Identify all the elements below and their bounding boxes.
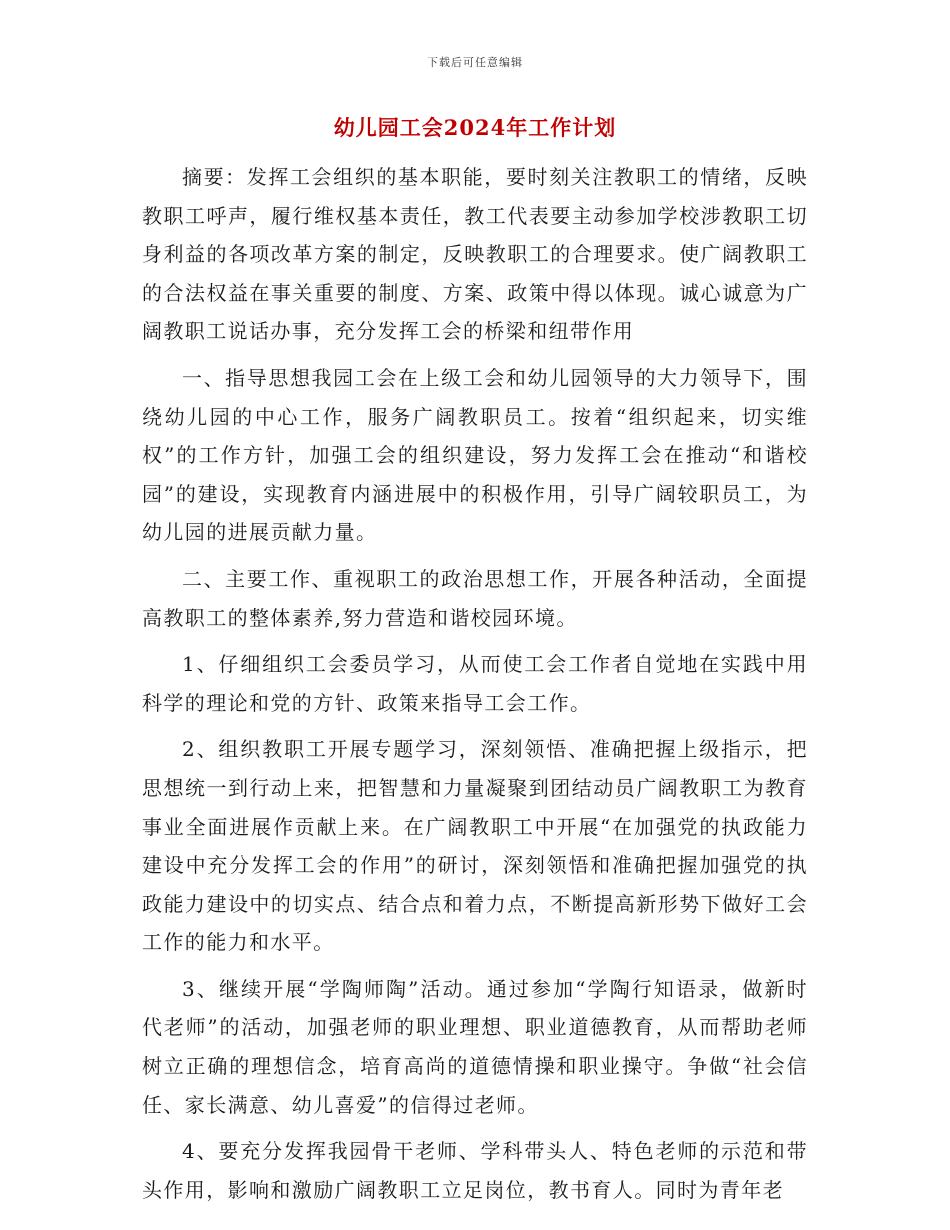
document-title: 幼儿园工会2024年工作计划: [333, 115, 617, 140]
paragraph-summary: 摘要：发挥工会组织的基本职能，要时刻关注教职工的情绪，反映教职工呼声，履行维权基本责任，教工代表要主动参加学校涉教职工切身利益的各项改革方案的制定，反映教职工的合理要求。使广阔教职工的合法权益在事关重要的制度、方案、政策中得以体现。诚心诚意为广阔教职工说话办事，充分发挥工会的桥梁和纽带作用: [142, 165, 808, 344]
paragraph-item-3: 3、继续开展“学陶师陶”活动。通过参加“学陶行知语录，做新时代老师”的活动，加强老师的职业理想、职业道德教育，从而帮助老师树立正确的理想信念，培育高尚的道德情操和职业操守。争做“社会信任、家长满意、幼儿喜爱”的信得过老师。: [142, 976, 808, 1117]
paragraph-guiding-ideology: 一、指导思想我园工会在上级工会和幼儿园领导的大力领导下，围绕幼儿园的中心工作，服务广阔教职员工。按着“组织起来，切实维权”的工作方针，加强工会的组织建设，努力发挥工会在推动“和谐校园”的建设，实现教育内涵进展中的积极作用，引导广阔较职员工，为幼儿园的进展贡献力量。: [142, 365, 808, 545]
paragraph-main-work: 二、主要工作、重视职工的政治思想工作，开展各种活动，全面提高教职工的整体素养,努力营造和谐校园环境。: [142, 566, 808, 630]
paragraph-item-2: 2、组织教职工开展专题学习，深刻领悟、准确把握上级指示，把思想统一到行动上来，把智慧和力量凝聚到团结动员广阔教职工为教育事业全面进展作贡献上来。在广阔教职工中开展“在加强党的执政能力建设中充分发挥工会的作用”的研讨，深刻领悟和准确把握加强党的执政能力建设中的切实点、结合点和着力点，不断提高新形势下做好工会工作的能力和水平。: [142, 737, 808, 955]
paragraph-item-4: 4、要充分发挥我园骨干老师、学科带头人、特色老师的示范和带头作用，影响和激励广阔教职工立足岗位，教书育人。同时为青年老: [142, 1139, 808, 1202]
document-body: [142, 158, 808, 1217]
page-header-note: 下载后可任意编辑: [427, 56, 523, 69]
paragraph-item-1: 1、仔细组织工会委员学习，从而使工会工作者自觉地在实践中用科学的理论和党的方针、政策来指导工会工作。: [142, 652, 808, 715]
